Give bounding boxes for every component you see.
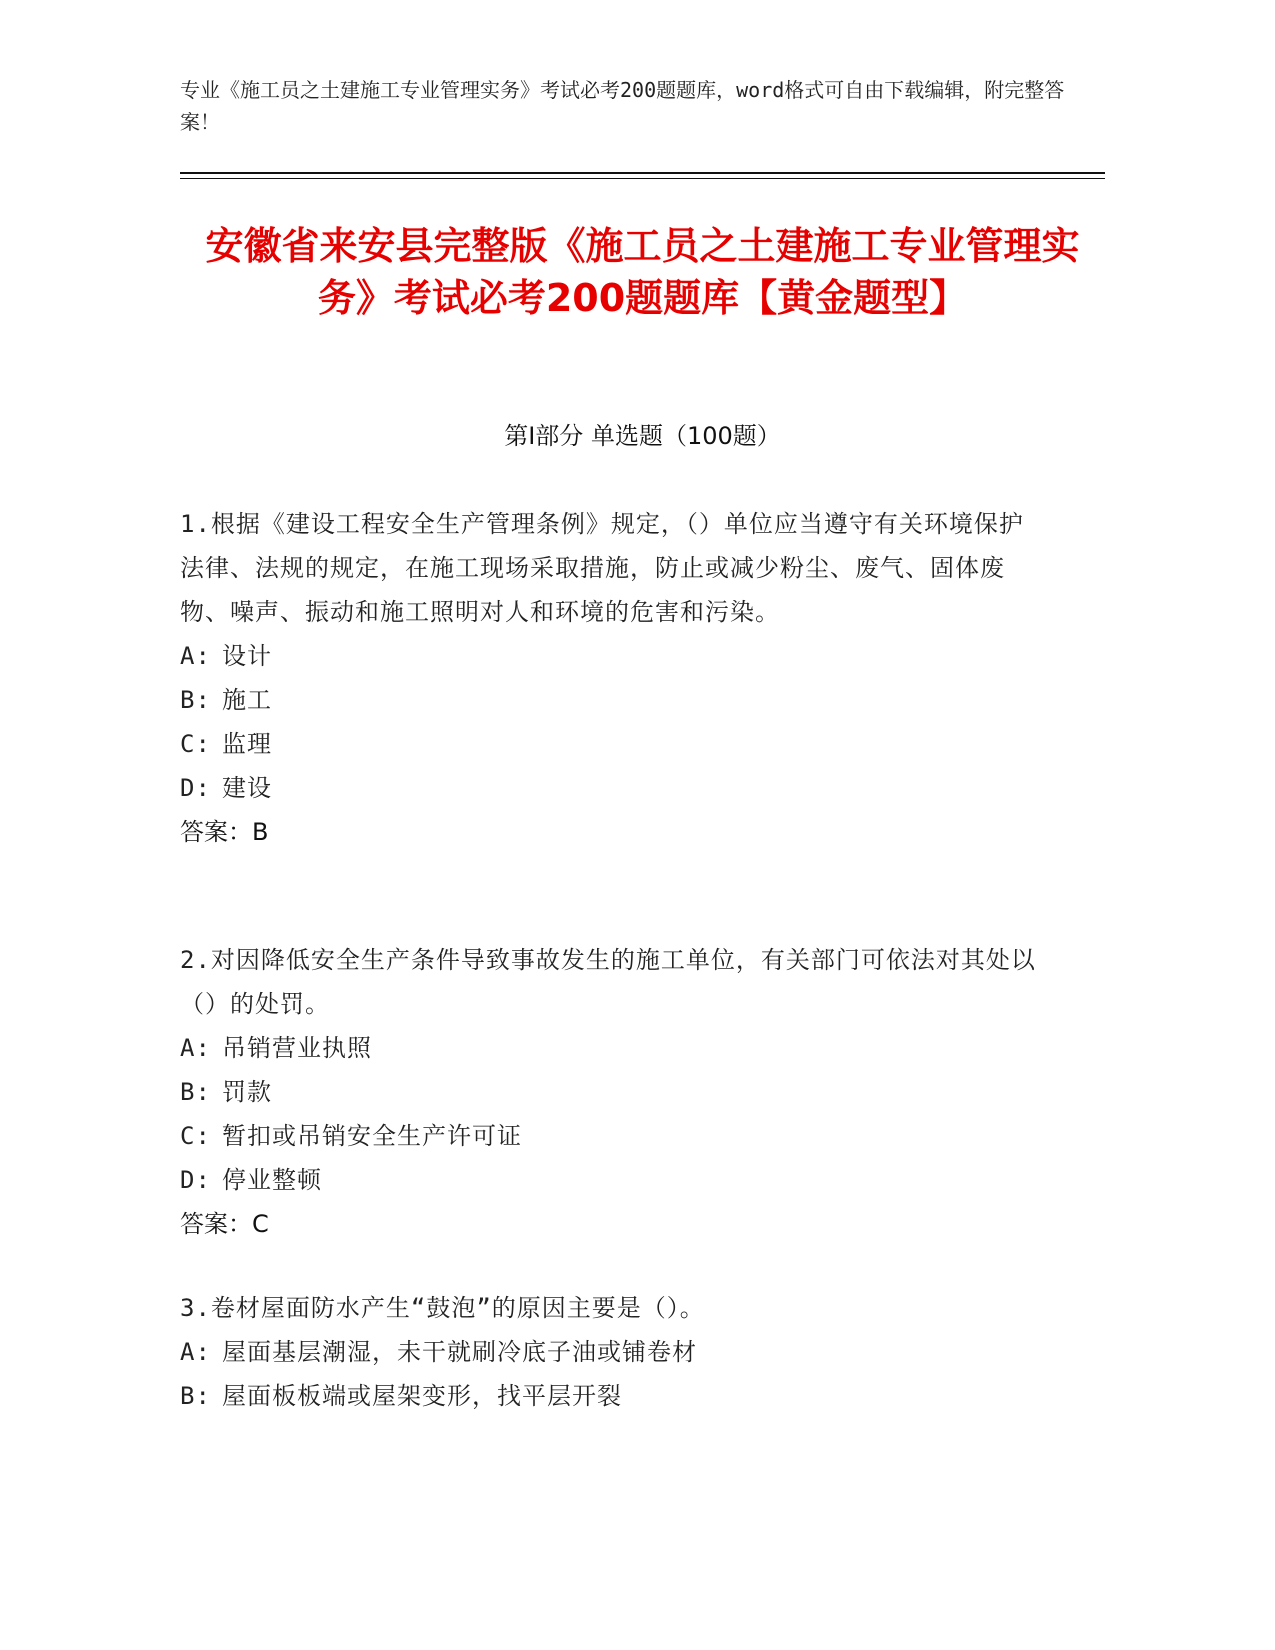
option-d <box>180 1158 1040 1202</box>
option-a <box>180 1026 1040 1070</box>
option-letter: B: <box>180 1078 211 1106</box>
option-a <box>180 1330 1040 1374</box>
question-stem: 2.对因降低安全生产条件导致事故发生的施工单位，有关部门可依法对其处以（）的处罚。 <box>180 946 1036 1018</box>
header-note: 专业《施工员之土建施工专业管理实务》考试必考200题题库，word格式可自由下载编辑，附完整答案！ <box>180 78 1065 134</box>
option-text: 停业整顿 <box>222 1166 322 1194</box>
option-text: 监理 <box>222 730 272 758</box>
option-text: 吊销营业执照 <box>222 1034 372 1062</box>
option-letter: A: <box>180 642 211 670</box>
option-text: 建设 <box>222 774 272 802</box>
option-text: 设计 <box>222 642 272 670</box>
question-2 <box>180 938 1040 1246</box>
header-divider-thin <box>180 178 1105 179</box>
option-text: 屋面板板端或屋架变形，找平层开裂 <box>222 1382 622 1410</box>
option-letter: D: <box>180 1166 211 1194</box>
option-text: 施工 <box>222 686 272 714</box>
option-c <box>180 722 1040 766</box>
option-c <box>180 1114 1040 1158</box>
answer-label: 答案：C <box>180 1210 269 1238</box>
question-1 <box>180 502 1040 854</box>
option-letter: C: <box>180 1122 211 1150</box>
option-b <box>180 1374 1040 1418</box>
answer-label: 答案：B <box>180 818 269 846</box>
section-title: 第I部分 单选题（100题） <box>504 422 781 450</box>
option-letter: A: <box>180 1338 211 1366</box>
question-stem: 1.根据《建设工程安全生产管理条例》规定，（）单位应当遵守有关环境保护法律、法规的规定，在施工现场采取措施，防止或减少粉尘、废气、固体废物、噪声、振动和施工照明对人和环境的危害和污染。 <box>180 510 1024 626</box>
document-title: 安徽省来安县完整版《施工员之土建施工专业管理实务》考试必考200题题库【黄金题型】 <box>205 224 1080 320</box>
question-3 <box>180 1286 1040 1418</box>
option-b <box>180 1070 1040 1114</box>
option-b <box>180 678 1040 722</box>
option-d <box>180 766 1040 810</box>
option-text: 罚款 <box>222 1078 272 1106</box>
option-letter: C: <box>180 730 211 758</box>
option-letter: B: <box>180 686 211 714</box>
header-divider-thick <box>180 172 1105 174</box>
question-stem: 3.卷材屋面防水产生“鼓泡”的原因主要是（）。 <box>180 1294 705 1322</box>
option-letter: D: <box>180 774 211 802</box>
option-letter: A: <box>180 1034 211 1062</box>
option-text: 屋面基层潮湿，未干就刷冷底子油或铺卷材 <box>222 1338 697 1366</box>
option-text: 暂扣或吊销安全生产许可证 <box>222 1122 522 1150</box>
option-letter: B: <box>180 1382 211 1410</box>
option-a <box>180 634 1040 678</box>
